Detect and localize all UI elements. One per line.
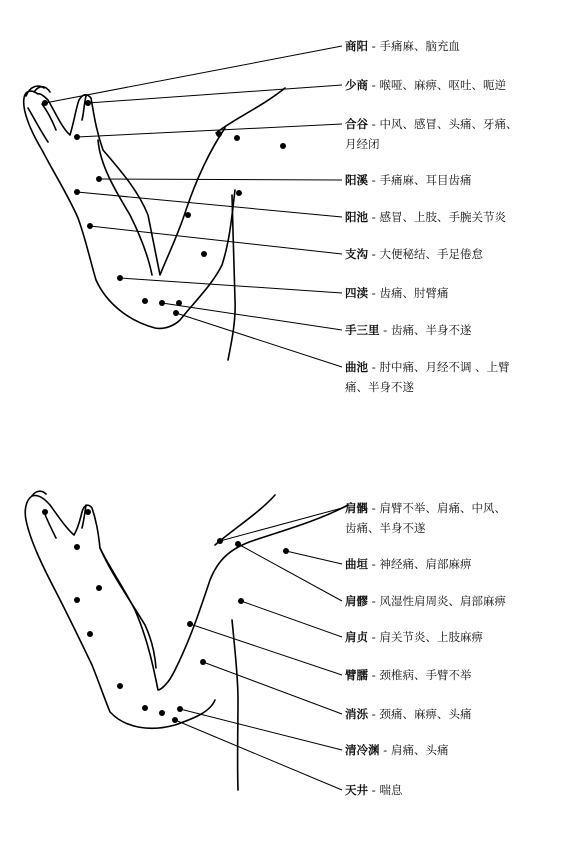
point-name: 合谷: [345, 117, 368, 131]
separator: -: [368, 557, 380, 571]
leader-shangyang: [45, 46, 342, 103]
point-name: 肩髎: [345, 594, 368, 608]
acupoint-dot: [216, 131, 222, 137]
label-shaoshang: [345, 75, 506, 95]
label-quchi: [345, 357, 510, 397]
acupoint-dot: [187, 621, 193, 627]
acupoint-dot: [117, 683, 123, 689]
top-upper-arm-contour: [216, 88, 285, 133]
point-name: 四渎: [345, 286, 368, 300]
separator: -: [368, 210, 380, 224]
acupoint-dot: [42, 100, 48, 106]
separator: -: [368, 668, 380, 682]
acupoint-dot: [238, 598, 244, 604]
separator: -: [379, 743, 391, 757]
acupoint-dot: [173, 310, 179, 316]
label-yangxi: [345, 170, 471, 190]
acupoint-dot: [201, 251, 207, 257]
acupoint-dot: [96, 585, 102, 591]
point-name: 曲垣: [345, 557, 368, 571]
point-indications: 中风、感冒、头痛、牙痛、: [379, 117, 518, 131]
point-indications: 肩臂不举、肩痛、中风、: [379, 501, 506, 515]
leader-quchi: [176, 313, 342, 367]
acupoint-dot: [96, 176, 102, 182]
separator: -: [368, 39, 380, 53]
label-zhigou: [345, 244, 483, 264]
bottom-arm-outline: [25, 495, 348, 728]
point-name: 商阳: [345, 39, 368, 53]
separator: -: [368, 117, 380, 131]
leader-shousanli: [162, 303, 342, 330]
acupoint-dot: [159, 710, 165, 716]
point-name: 清冷渊: [345, 743, 380, 757]
point-name: 消泺: [345, 707, 368, 721]
acupoint-dot: [117, 275, 123, 281]
acupoint-dot: [142, 705, 148, 711]
point-name: 阳池: [345, 210, 368, 224]
label-binao: [345, 665, 471, 685]
separator: -: [368, 501, 380, 515]
point-name: 肩髃: [345, 501, 368, 515]
acupoint-dot: [85, 509, 91, 515]
acupoint-dot: [87, 223, 93, 229]
point-indications: 神经痛、肩部麻痹: [379, 557, 472, 571]
point-name: 手三里: [345, 323, 380, 337]
separator: -: [368, 783, 380, 797]
label-xiaoluo: [345, 704, 471, 724]
point-indications: 齿痛、肘臂痛: [379, 286, 449, 300]
point-name: 臂臑: [345, 668, 368, 682]
acupoint-dot: [74, 134, 80, 140]
acupoint-dot: [172, 717, 178, 723]
point-indications: 喘息: [379, 783, 403, 797]
acupoint-dot: [85, 100, 91, 106]
acupoint-dot: [74, 544, 80, 550]
separator: -: [368, 594, 380, 608]
leader-jianyu: [220, 508, 342, 541]
leader-sidu: [120, 278, 342, 293]
leader-yangchi: [77, 192, 342, 217]
label-jianzhen: [345, 627, 483, 647]
leader-zhigou: [90, 226, 342, 254]
acupoint-dot: [235, 541, 241, 547]
leader-binao: [190, 624, 342, 675]
point-indications: 肘中痛、月经不调 、上臂: [379, 360, 510, 374]
leader-xiaoluo: [203, 662, 342, 714]
leader-hegu: [77, 124, 342, 137]
point-indications: 肩关节炎、上肢麻痹: [379, 630, 483, 644]
bottom-shoulder-contour: [215, 495, 275, 545]
acupoint-dot: [185, 212, 191, 218]
acupoint-dot: [87, 631, 93, 637]
leader-jianliao: [238, 544, 342, 601]
acupoint-dot: [283, 548, 289, 554]
point-indications: 手痛麻、耳目齿痛: [379, 173, 472, 187]
bottom-upper-arm-back: [232, 620, 238, 790]
acupoint-dot: [42, 509, 48, 515]
label-jianliao: [345, 591, 506, 611]
point-name: 阳溪: [345, 173, 368, 187]
label-hegu: [345, 114, 517, 154]
acupoint-dot: [200, 659, 206, 665]
leader-quyuan: [286, 551, 342, 564]
separator: -: [368, 286, 380, 300]
label-shousanli: [345, 320, 471, 340]
point-indications-cont: 齿痛、半身不遂: [345, 521, 426, 535]
point-indications: 感冒、上肢、手腕关节炎: [379, 210, 506, 224]
separator: -: [368, 707, 380, 721]
point-indications: 齿痛、半身不遂: [390, 323, 472, 337]
bottom-forearm-inner: [100, 548, 156, 668]
point-name: 肩贞: [345, 630, 368, 644]
label-quyuan: [345, 554, 471, 574]
acupoint-dot: [74, 597, 80, 603]
acupoint-dot: [217, 538, 223, 544]
separator: -: [368, 247, 380, 261]
point-indications: 喉哑、麻痹、呕吐、呃逆: [379, 78, 506, 92]
label-shangyang: [345, 36, 460, 56]
point-indications: 颈椎病、手臂不举: [379, 668, 472, 682]
leader-qinglengyuan: [180, 709, 342, 750]
separator: -: [368, 78, 380, 92]
leader-jianzhen: [241, 601, 342, 637]
label-jianyu: [345, 498, 506, 538]
separator: -: [368, 630, 380, 644]
point-indications: 手痛麻、脑充血: [379, 39, 460, 53]
acupoint-dot: [280, 143, 286, 149]
acupoint-dot: [176, 300, 182, 306]
point-indications-cont: 月经闭: [345, 137, 380, 151]
point-indications: 大便秘结、手足倦怠: [379, 247, 483, 261]
acupoint-dot: [177, 706, 183, 712]
acupoint-dot: [159, 300, 165, 306]
leader-yangxi: [99, 179, 342, 180]
acupoint-dot: [236, 190, 242, 196]
separator: -: [368, 360, 380, 374]
bottom-hand-fingers: [32, 491, 86, 538]
label-sidu: [345, 283, 448, 303]
label-tianjing: [345, 780, 402, 800]
point-indications: 肩痛、头痛: [390, 743, 449, 757]
point-name: 天井: [345, 783, 368, 797]
point-name: 少商: [345, 78, 368, 92]
separator: -: [368, 173, 380, 187]
acupoint-dot: [74, 189, 80, 195]
point-indications: 风湿性肩周炎、肩部麻痹: [379, 594, 506, 608]
acupoint-dot: [142, 298, 148, 304]
point-indications: 颈痛、麻痹、头痛: [379, 707, 472, 721]
label-qinglengyuan: [345, 740, 448, 760]
point-name: 曲池: [345, 360, 368, 374]
leader-tianjing: [175, 720, 342, 790]
label-yangchi: [345, 207, 506, 227]
point-indications-cont: 痛、半身不遂: [345, 380, 414, 394]
acupoint-dot: [234, 135, 240, 141]
point-name: 支沟: [345, 247, 368, 261]
separator: -: [379, 323, 391, 337]
